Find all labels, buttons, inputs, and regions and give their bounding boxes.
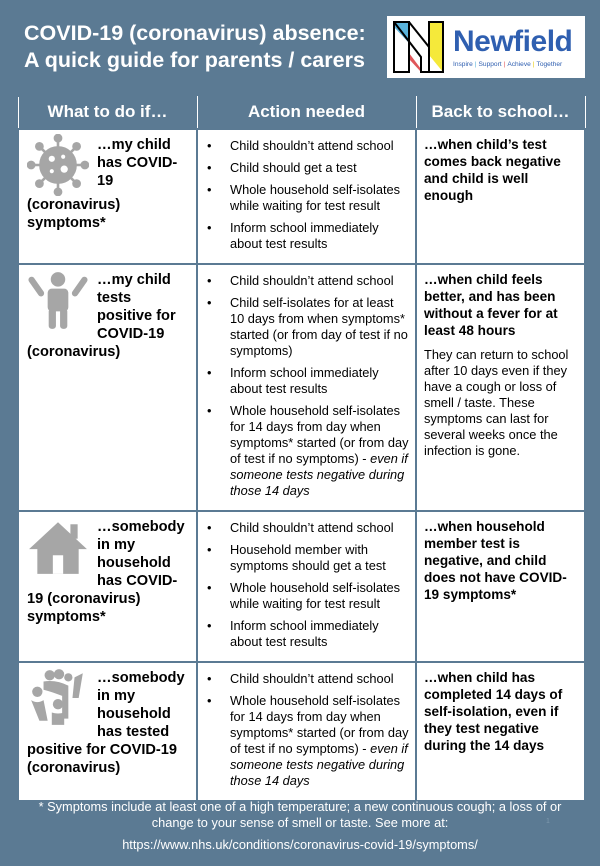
guidance-table [17,96,586,802]
table-cell: …when child feels better, and has been without a fever for at least 48 hours They can return to school after 10 days even if they have a cough or loss of smell / taste. These symptoms can last for several weeks once the infection is gone. [416,264,585,511]
action-item: • Child shouldn’t attend school [204,520,409,536]
logo-tagline: Inspire | Support | Achieve | Together [453,60,563,68]
table-cell: …when household member test is negative, and child does not have COVID-19 symptoms* [416,511,585,662]
header-what-to-do: What to do if… [18,97,197,129]
action-item: • Child shouldn’t attend school [204,273,409,289]
newfield-logo: Newfield Inspire | Support | Achieve | Together [387,16,585,78]
action-item: • Whole household self-isolates while waiting for test result [204,580,409,612]
table-row [18,264,585,511]
table-cell [197,129,416,264]
header-back-to-school: Back to school… [416,97,585,129]
table-row [18,511,585,662]
action-item: • Child self-isolates for at least 10 days from when symptoms* started (or from day of test if no symptoms) [204,295,409,359]
action-item: • Whole household self-isolates while waiting for test result [204,182,409,214]
table-cell: …when child’s test comes back negative and child is well enough [416,129,585,264]
footer-note: * Symptoms include at least one of a high temperature; a new continuous cough; a loss of or change to your sense of smell or taste. See more at: https://www.nhs.uk/conditions/coronavirus-covid-19/symptoms/ [0,799,600,853]
header-action: Action needed [197,97,416,129]
action-item: • Child shouldn’t attend school [204,671,409,687]
action-item: • Child shouldn’t attend school [204,138,409,154]
virus-icon [27,134,89,196]
action-item: • Inform school immediately about test results [204,365,409,397]
action-item: • Household member with symptoms should get a test [204,542,409,574]
action-item: • Whole household self-isolates for 14 days from day when symptoms* started (or from day of test if no symptoms) - even if someone tests negative during those 14 days [204,403,409,499]
action-item: • Whole household self-isolates for 14 days from day when symptoms* started (or from day of test if no symptoms) - even if someone tests negative during those 14 days [204,693,409,789]
page-title: COVID-19 (coronavirus) absence: A quick guide for parents / carers [24,21,366,72]
action-item: • Inform school immediately about test results [204,220,409,252]
table-header [18,97,585,129]
page-number: 1 [546,818,550,825]
table-cell: …when child has completed 14 days of self-isolation, even if they test negative during the 14 days [416,662,585,801]
action-item: • Child should get a test [204,160,409,176]
nhs-symptoms-link[interactable]: https://www.nhs.uk/conditions/coronavirus-covid-19/symptoms/ [122,837,478,852]
logo-mark-icon [391,19,447,75]
table-cell: …somebody in my household has COVID-19 (coronavirus) symptoms* [18,511,197,662]
table-cell: …my child tests positive for COVID-19 (coronavirus) [18,264,197,511]
table-cell [197,264,416,511]
house-icon [27,516,89,578]
table-cell: …my child has COVID-19 (coronavirus) symptoms* [18,129,197,264]
table-cell: …somebody in my household has tested positive for COVID-19 (coronavirus) [18,662,197,801]
family-icon [27,667,89,729]
child-icon [27,269,89,331]
table-row [18,129,585,264]
table-cell [197,511,416,662]
table-cell [197,662,416,801]
action-item: • Inform school immediately about test results [204,618,409,650]
table-row [18,662,585,801]
